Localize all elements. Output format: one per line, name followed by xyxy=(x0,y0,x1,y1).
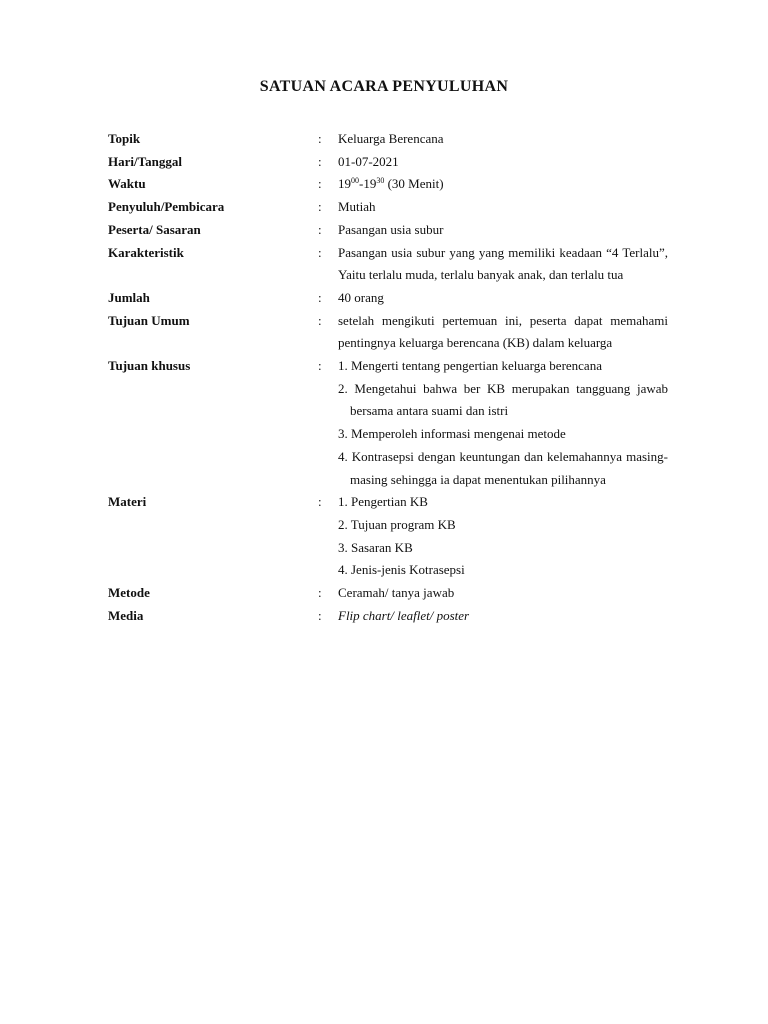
value-hari-tanggal: 01-07-2021 xyxy=(338,153,399,169)
info-table xyxy=(108,128,668,627)
list-materi xyxy=(338,491,668,582)
row-karakteristik xyxy=(108,242,668,287)
row-tujuan-umum xyxy=(108,310,668,355)
row-peserta xyxy=(108,219,668,242)
list-item: 4. Kontrasepsi dengan keuntungan dan kelemahannya masing-masing sehingga ia dapat menentukan pilihannya xyxy=(338,448,668,487)
list-item: 1. Mengerti tentang pengertian keluarga berencana xyxy=(338,358,602,374)
list-item: 3. Sasaran KB xyxy=(338,539,413,555)
colon: : xyxy=(318,358,322,374)
label-karakteristik: Karakteristik xyxy=(108,244,184,260)
row-waktu xyxy=(108,173,668,196)
list-item: 4. Jenis-jenis Kotrasepsi xyxy=(338,562,465,578)
waktu-dash: - xyxy=(359,176,364,192)
label-penyuluh: Penyuluh/Pembicara xyxy=(108,199,225,215)
list-item: 2. Mengetahui bahwa ber KB merupakan tangguang jawab bersama antara suami dan istri xyxy=(338,380,668,419)
colon: : xyxy=(318,289,322,305)
value-metode: Ceramah/ tanya jawab xyxy=(338,585,455,601)
label-tujuan-khusus: Tujuan khusus xyxy=(108,358,191,374)
row-media xyxy=(108,605,668,628)
list-tujuan-khusus xyxy=(338,355,668,491)
row-materi xyxy=(108,491,668,582)
colon: : xyxy=(318,585,322,601)
waktu-duration: (30 Menit) xyxy=(384,176,444,192)
value-waktu xyxy=(338,173,668,196)
value-karakteristik: Pasangan usia subur yang yang memiliki keadaan “4 Terlalu”, Yaitu terlalu muda, terlalu banyak anak, dan terlalu tua xyxy=(338,244,668,283)
label-jumlah: Jumlah xyxy=(108,289,150,305)
list-item: 3. Memperoleh informasi mengenai metode xyxy=(338,426,566,442)
colon: : xyxy=(318,199,322,215)
waktu-end-minute: 30 xyxy=(376,176,385,186)
value-jumlah: 40 orang xyxy=(338,289,384,305)
colon: : xyxy=(318,312,322,328)
colon: : xyxy=(318,221,322,237)
waktu-start-hour: 19 xyxy=(338,176,351,192)
value-peserta: Pasangan usia subur xyxy=(338,221,444,237)
list-item: 2. Tujuan program KB xyxy=(338,516,456,532)
value-penyuluh: Mutiah xyxy=(338,199,376,215)
list-item: 1. Pengertian KB xyxy=(338,494,428,510)
value-media: Flip chart/ leaflet/ poster xyxy=(338,607,470,623)
waktu-start-minute: 00 xyxy=(351,176,359,186)
label-peserta: Peserta/ Sasaran xyxy=(108,221,201,237)
value-topik: Keluarga Berencana xyxy=(338,131,444,146)
label-hari-tanggal: Hari/Tanggal xyxy=(108,153,182,169)
colon: : xyxy=(318,244,322,260)
row-penyuluh xyxy=(108,196,668,219)
colon: : xyxy=(318,494,322,510)
document-title: SATUAN ACARA PENYULUHAN xyxy=(259,78,509,95)
row-topik xyxy=(108,128,668,151)
row-hari-tanggal xyxy=(108,151,668,174)
label-tujuan-umum: Tujuan Umum xyxy=(108,312,190,328)
colon: : xyxy=(318,607,322,623)
waktu-end-hour: 19 xyxy=(363,176,377,192)
colon: : xyxy=(318,176,322,192)
label-waktu: Waktu xyxy=(108,176,146,192)
label-media: Media xyxy=(108,607,144,623)
row-metode xyxy=(108,582,668,605)
value-tujuan-umum: setelah mengikuti pertemuan ini, peserta dapat memahami pentingnya keluarga berencana (KB) dalam keluarga xyxy=(338,312,668,351)
colon: : xyxy=(318,153,322,169)
label-topik: Topik xyxy=(108,131,141,146)
row-jumlah xyxy=(108,287,668,310)
label-metode: Metode xyxy=(108,585,150,601)
row-tujuan-khusus xyxy=(108,355,668,491)
label-materi: Materi xyxy=(108,494,147,510)
colon: : xyxy=(318,131,322,146)
